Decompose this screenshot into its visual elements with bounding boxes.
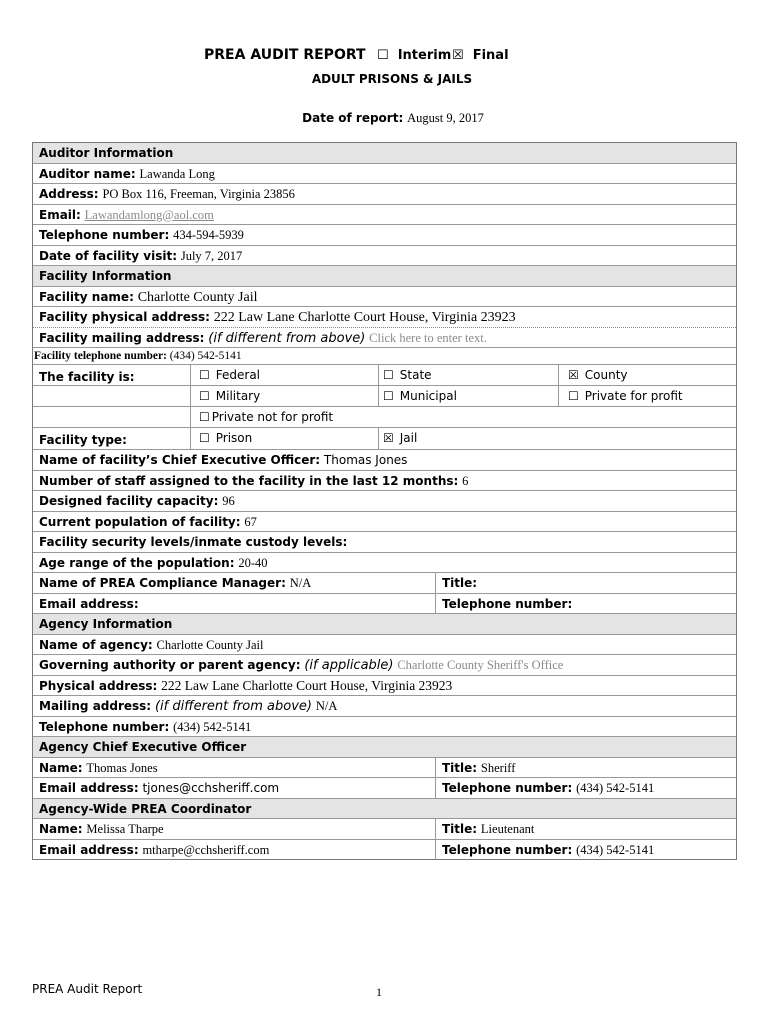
agency-ceo-email-label: Email address: bbox=[39, 781, 139, 795]
facility-mailing-value[interactable]: Click here to enter text. bbox=[369, 330, 487, 345]
military-label: Military bbox=[215, 389, 261, 403]
facility-physical-value[interactable]: 222 Law Lane Charlotte Court House, Virginia 23923 bbox=[213, 310, 516, 325]
pcm-email-label: Email address: bbox=[39, 596, 139, 611]
section-agency-ceo: Agency Chief Executive Officer bbox=[33, 737, 736, 758]
agency-ceo-name-cell bbox=[33, 758, 435, 778]
county-label: County bbox=[584, 368, 628, 382]
option-private-not-for-profit[interactable] bbox=[190, 407, 736, 427]
governing-authority-label: Governing authority or parent agency: bbox=[39, 658, 301, 672]
population-label: Current population of facility: bbox=[39, 514, 241, 529]
facility-physical-label: Facility physical address: bbox=[39, 310, 210, 324]
footer-page-number: 1 bbox=[376, 985, 382, 999]
auditor-name-label: Auditor name: bbox=[39, 166, 136, 181]
agency-phone-row bbox=[33, 717, 736, 738]
audit-form-table bbox=[32, 142, 737, 860]
private-for-profit-label: Private for profit bbox=[584, 389, 683, 403]
facility-name-label: Facility name: bbox=[39, 289, 134, 304]
facility-type-row bbox=[33, 428, 736, 450]
pcm-title-label: Title: bbox=[435, 573, 736, 593]
agency-ceo-phone-label: Telephone number: bbox=[442, 781, 573, 795]
agency-ceo-name-row bbox=[33, 758, 736, 779]
pcm-phone-label: Telephone number: bbox=[435, 594, 736, 614]
facility-ceo-label: Name of facility’s Chief Executive Officer: bbox=[39, 453, 321, 467]
agency-name-row bbox=[33, 635, 736, 656]
federal-checkbox[interactable]: ☐ bbox=[199, 368, 210, 382]
agency-ceo-email-value[interactable]: tjones@cchsheriff.com bbox=[142, 781, 280, 795]
security-levels-row bbox=[33, 532, 736, 553]
section-prea-coordinator: Agency-Wide PREA Coordinator bbox=[33, 799, 736, 820]
facility-mailing-label: Facility mailing address: bbox=[39, 330, 205, 345]
facility-is-row-1 bbox=[33, 365, 736, 386]
facility-is-row-2 bbox=[33, 386, 736, 407]
municipal-checkbox[interactable]: ☐ bbox=[383, 389, 394, 403]
final-checkbox[interactable]: ☒ bbox=[452, 48, 464, 63]
footer-report-name: PREA Audit Report bbox=[32, 982, 143, 996]
facility-mailing-row bbox=[33, 328, 736, 349]
pcm-name-label: Name of PREA Compliance Manager: bbox=[39, 576, 286, 590]
jail-checkbox[interactable]: ☒ bbox=[383, 431, 394, 445]
county-checkbox[interactable]: ☒ bbox=[568, 368, 579, 382]
interim-checkbox[interactable]: ☐ bbox=[377, 48, 389, 63]
agency-physical-value[interactable]: 222 Law Lane Charlotte Court House, Virginia 23923 bbox=[161, 677, 453, 693]
agency-ceo-title-label: Title: bbox=[442, 760, 478, 775]
pcm-contact-row bbox=[33, 594, 736, 615]
auditor-email-link[interactable]: Lawandamlong@aol.com bbox=[84, 207, 214, 222]
coordinator-title-cell bbox=[435, 819, 736, 839]
coordinator-name-value[interactable]: Melissa Tharpe bbox=[86, 822, 164, 836]
auditor-name-value[interactable]: Lawanda Long bbox=[139, 166, 215, 181]
agency-physical-row bbox=[33, 676, 736, 697]
private-for-profit-checkbox[interactable]: ☐ bbox=[568, 389, 579, 403]
prison-checkbox[interactable]: ☐ bbox=[199, 431, 210, 445]
agency-name-label: Name of agency: bbox=[39, 637, 153, 652]
state-label: State bbox=[399, 368, 432, 382]
date-value: August 9, 2017 bbox=[407, 111, 484, 125]
capacity-row bbox=[33, 491, 736, 512]
report-title-line bbox=[0, 47, 770, 67]
private-not-for-profit-checkbox[interactable]: ☐ bbox=[199, 410, 210, 424]
governing-authority-value[interactable]: Charlotte County Sheriff's Office bbox=[397, 658, 564, 672]
date-label: Date of report: bbox=[302, 111, 404, 125]
option-federal[interactable] bbox=[190, 365, 378, 385]
facility-type-label: Facility type: bbox=[39, 433, 127, 447]
staff-count-row bbox=[33, 471, 736, 492]
prison-label: Prison bbox=[215, 431, 253, 445]
facility-is-label: The facility is: bbox=[39, 370, 135, 384]
facility-mailing-note: (if different from above) bbox=[208, 330, 366, 346]
facility-ceo-row bbox=[33, 450, 736, 471]
auditor-phone-value[interactable]: 434-594-5939 bbox=[173, 228, 244, 242]
auditor-address-row bbox=[33, 184, 736, 205]
interim-label: Interim bbox=[397, 48, 452, 63]
coordinator-email-label: Email address: bbox=[39, 842, 139, 857]
facility-visit-row bbox=[33, 246, 736, 267]
option-private-for-profit[interactable] bbox=[558, 386, 736, 406]
staff-count-label: Number of staff assigned to the facility in the last 12 months: bbox=[39, 473, 459, 488]
section-agency-information: Agency Information bbox=[33, 614, 736, 635]
agency-mailing-label: Mailing address: bbox=[39, 699, 152, 713]
municipal-label: Municipal bbox=[399, 389, 457, 403]
option-county[interactable] bbox=[558, 365, 736, 385]
agency-mailing-note: (if different from above) bbox=[154, 699, 312, 714]
age-range-label: Age range of the population: bbox=[39, 555, 235, 570]
report-title: PREA AUDIT REPORT bbox=[204, 47, 366, 63]
auditor-address-label: Address: bbox=[39, 187, 99, 201]
auditor-phone-row bbox=[33, 225, 736, 246]
agency-ceo-title-cell bbox=[435, 758, 736, 778]
facility-phone-row bbox=[33, 348, 736, 365]
coordinator-email-value[interactable]: mtharpe@cchsheriff.com bbox=[142, 842, 270, 857]
agency-physical-label: Physical address: bbox=[39, 678, 158, 693]
coordinator-phone-label: Telephone number: bbox=[442, 842, 573, 857]
coordinator-title-label: Title: bbox=[442, 822, 478, 836]
option-prison[interactable] bbox=[190, 428, 378, 449]
pcm-row bbox=[33, 573, 736, 594]
facility-name-value[interactable]: Charlotte County Jail bbox=[137, 289, 258, 305]
private-not-for-profit-label: Private not for profit bbox=[211, 410, 334, 424]
agency-mailing-row bbox=[33, 696, 736, 717]
auditor-email-row bbox=[33, 205, 736, 226]
facility-ceo-value[interactable]: Thomas Jones bbox=[323, 453, 408, 467]
staff-count-value[interactable]: 6 bbox=[462, 473, 469, 488]
pcm-name-cell bbox=[33, 573, 435, 593]
agency-ceo-name-label: Name: bbox=[39, 760, 83, 775]
security-levels-label: Facility security levels/inmate custody levels: bbox=[39, 535, 348, 549]
agency-ceo-name-value[interactable]: Thomas Jones bbox=[86, 760, 158, 775]
agency-ceo-email-cell bbox=[33, 778, 435, 798]
facility-name-row bbox=[33, 287, 736, 308]
age-range-value[interactable]: 20-40 bbox=[238, 555, 268, 570]
state-checkbox[interactable]: ☐ bbox=[383, 368, 394, 382]
facility-phone-value[interactable]: (434) 542-5141 bbox=[169, 350, 242, 362]
capacity-label: Designed facility capacity: bbox=[39, 494, 219, 508]
pcm-name-value[interactable]: N/A bbox=[289, 576, 312, 590]
agency-name-value[interactable]: Charlotte County Jail bbox=[156, 637, 264, 652]
section-auditor-information: Auditor Information bbox=[33, 143, 736, 164]
agency-ceo-phone-cell bbox=[435, 778, 736, 798]
agency-ceo-phone-value[interactable]: (434) 542-5141 bbox=[576, 781, 655, 795]
coordinator-email-cell bbox=[33, 840, 435, 860]
coordinator-name-row bbox=[33, 819, 736, 840]
option-military[interactable] bbox=[190, 386, 378, 406]
facility-visit-value[interactable]: July 7, 2017 bbox=[180, 248, 243, 263]
facility-phone-label: Facility telephone number: bbox=[34, 350, 167, 362]
agency-phone-label: Telephone number: bbox=[39, 719, 170, 734]
interim-option[interactable] bbox=[377, 48, 451, 63]
report-subtitle: ADULT PRISONS & JAILS bbox=[311, 72, 473, 86]
agency-ceo-title-value[interactable]: Sheriff bbox=[480, 760, 516, 775]
option-jail[interactable] bbox=[378, 428, 736, 449]
federal-label: Federal bbox=[215, 368, 261, 382]
military-checkbox[interactable]: ☐ bbox=[199, 389, 210, 403]
section-facility-information: Facility Information bbox=[33, 266, 736, 287]
governing-authority-row bbox=[33, 655, 736, 676]
facility-is-row-3 bbox=[33, 407, 736, 428]
auditor-name-row bbox=[33, 164, 736, 185]
auditor-email-label: Email: bbox=[39, 207, 81, 222]
final-label: Final bbox=[472, 48, 509, 63]
option-municipal[interactable] bbox=[378, 386, 558, 406]
coordinator-name-cell bbox=[33, 819, 435, 839]
agency-mailing-value[interactable]: N/A bbox=[315, 699, 338, 713]
capacity-value[interactable]: 96 bbox=[222, 494, 235, 508]
auditor-address-value[interactable]: PO Box 116, Freeman, Virginia 23856 bbox=[102, 187, 295, 201]
age-range-row bbox=[33, 553, 736, 574]
coordinator-phone-value[interactable]: (434) 542-5141 bbox=[576, 842, 655, 857]
final-option[interactable] bbox=[452, 48, 509, 63]
agency-phone-value[interactable]: (434) 542-5141 bbox=[173, 719, 252, 734]
auditor-phone-label: Telephone number: bbox=[39, 228, 170, 242]
facility-visit-label: Date of facility visit: bbox=[39, 248, 177, 263]
population-row bbox=[33, 512, 736, 533]
population-value[interactable]: 67 bbox=[244, 514, 257, 529]
governing-authority-note: (if applicable) bbox=[304, 658, 394, 673]
coordinator-title-value[interactable]: Lieutenant bbox=[480, 822, 535, 836]
jail-label: Jail bbox=[399, 431, 418, 445]
coordinator-phone-cell bbox=[435, 840, 736, 860]
option-state[interactable] bbox=[378, 365, 558, 385]
coordinator-contact-row bbox=[33, 840, 736, 861]
agency-ceo-contact-row bbox=[33, 778, 736, 799]
coordinator-name-label: Name: bbox=[39, 822, 83, 836]
report-date-line bbox=[0, 111, 770, 126]
facility-physical-row bbox=[33, 307, 736, 328]
